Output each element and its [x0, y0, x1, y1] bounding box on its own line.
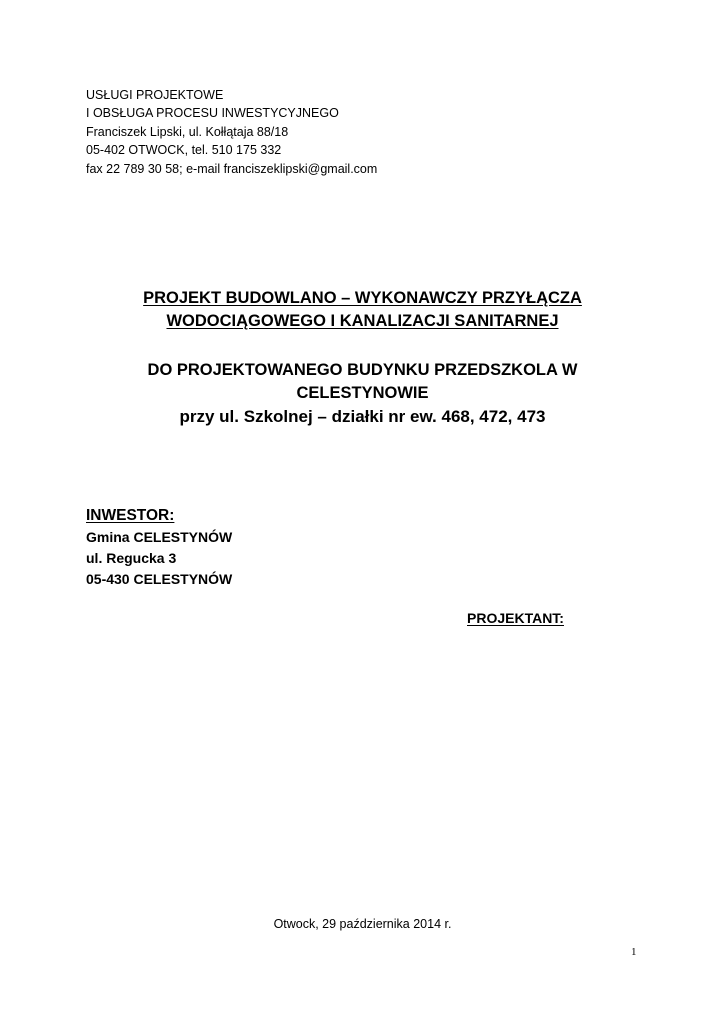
project-subtitle-line-1: DO PROJEKTOWANEGO BUDYNKU PRZEDSZKOLA W	[147, 361, 578, 379]
place-date: Otwock, 29 października 2014 r.	[273, 917, 452, 931]
investor-name: Gmina CELESTYNÓW	[86, 529, 233, 545]
project-title-line-1: PROJEKT BUDOWLANO – WYKONAWCZY PRZYŁĄCZA	[143, 289, 582, 307]
project-subtitle-line-2: CELESTYNOWIE	[296, 384, 429, 402]
office-header-line-1: USŁUGI PROJEKTOWE	[86, 88, 224, 102]
project-title-line-2: WODOCIĄGOWEGO I KANALIZACJI SANITARNEJ	[166, 312, 559, 330]
investor-city: 05-430 CELESTYNÓW	[86, 571, 233, 587]
investor-block	[86, 505, 232, 590]
office-header	[86, 86, 377, 178]
office-header-address: Franciszek Lipski, ul. Kołłątaja 88/18	[86, 124, 289, 139]
investor-label: INWESTOR:	[86, 507, 175, 524]
page-number: 1	[631, 946, 637, 958]
office-header-city-phone: 05-402 OTWOCK, tel. 510 175 332	[86, 143, 282, 158]
project-title	[0, 287, 725, 333]
investor-street: ul. Regucka 3	[86, 550, 177, 566]
office-header-line-2: I OBSŁUGA PROCESU INWESTYCYJNEGO	[86, 106, 339, 121]
project-subtitle-location: przy ul. Szkolnej – działki nr ew. 468, 472, 473	[179, 407, 546, 426]
office-header-fax-email: fax 22 789 30 58; e-mail franciszeklipski@gmail.com	[86, 161, 378, 176]
project-subtitle	[0, 359, 725, 428]
designer-label: PROJEKTANT:	[467, 610, 564, 626]
